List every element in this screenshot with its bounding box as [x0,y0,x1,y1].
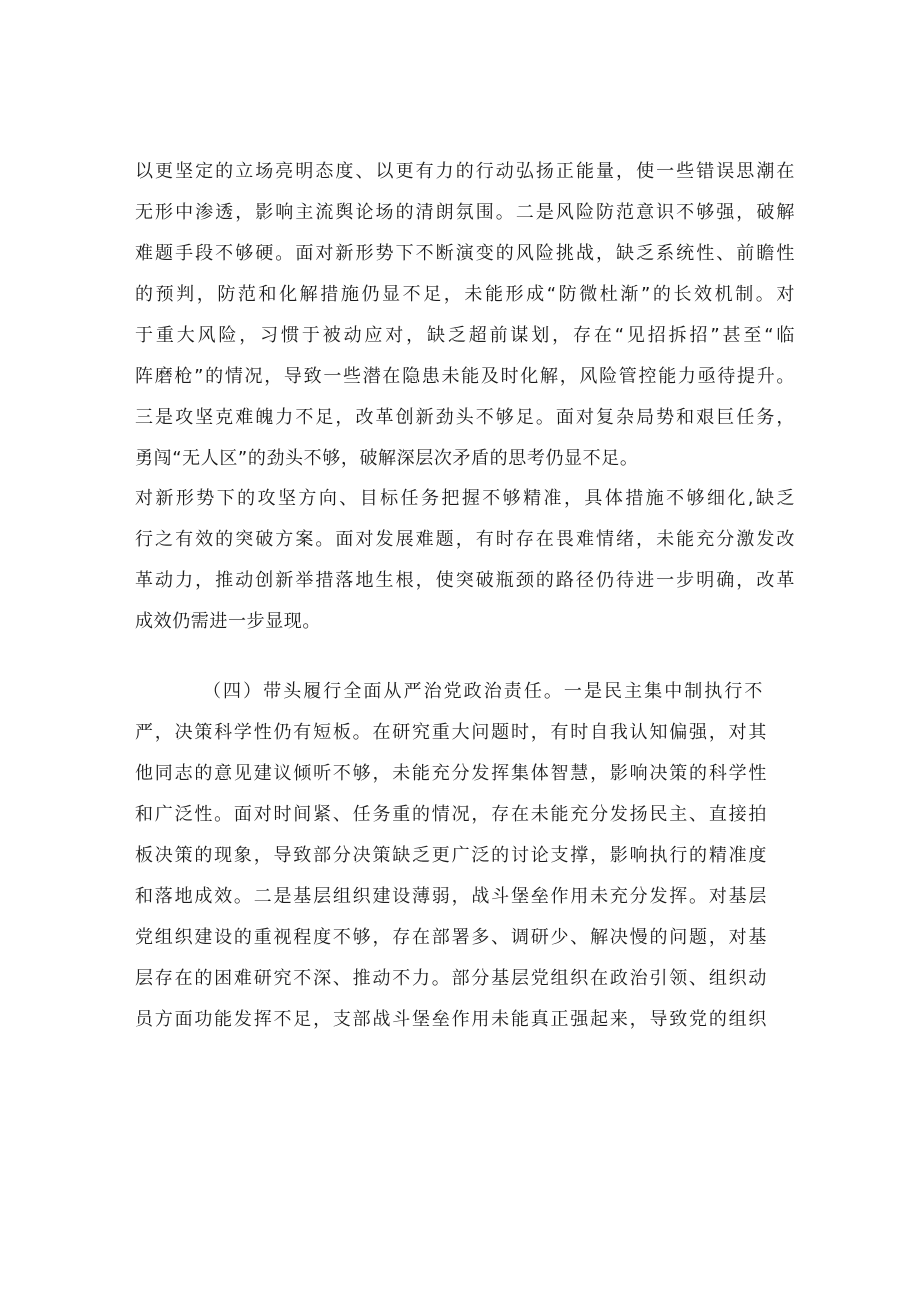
section-heading-line: （四）带头履行全面从严治党政治责任。一是民主集中制执行不 [203,681,763,702]
text-line: 严，决策科学性仍有短板。在研究重大问题时，有时自我认知偏强，对其 [135,722,767,743]
text-line: 三是攻坚克难魄力不足，改革创新劲头不够足。面对复杂局势和艰巨任务， [135,407,795,428]
text-line: 和落地成效。二是基层组织建设薄弱，战斗堡垒作用未充分发挥。对基层 [135,886,767,907]
text-line: 勇闯“无人区”的劲头不够，破解深层次矛盾的思考仍显不足。 [135,448,639,469]
text-line: 党组织建设的重视程度不够，存在部署多、调研少、解决慢的问题，对基 [135,927,767,948]
text-line: 以更坚定的立场亮明态度、以更有力的行动弘扬正能量，使一些错误思潮在 [135,161,795,182]
text-line: 阵磨枪”的情况，导致一些潜在隐患未能及时化解，风险管控能力亟待提升。 [135,366,795,387]
text-line: 的预判，防范和化解措施仍显不足，未能形成“防微杜渐”的长效机制。对 [135,284,795,305]
text-line: 他同志的意见建议倾听不够，未能充分发挥集体智慧，影响决策的科学性 [135,763,767,784]
text-line: 对新形势下的攻坚方向、目标任务把握不够精准，具体措施不够细化,缺乏 [135,488,795,509]
text-line: 板决策的现象，导致部分决策缺乏更广泛的讨论支撑，影响执行的精准度 [135,845,767,866]
text-line: 难题手段不够硬。面对新形势下不断演变的风险挑战，缺乏系统性、前瞻性 [135,243,795,264]
text-line: 员方面功能发挥不足，支部战斗堡垒作用未能真正强起来，导致党的组织 [135,1009,767,1030]
text-line: 革动力，推动创新举措落地生根，使突破瓶颈的路径仍待进一步明确，改革 [135,570,795,591]
text-line: 行之有效的突破方案。面对发展难题，有时存在畏难情绪，未能充分激发改 [135,529,795,550]
text-line: 成效仍需进一步显现。 [135,611,321,632]
text-line: 层存在的困难研究不深、推动不力。部分基层党组织在政治引领、组织动 [135,968,767,989]
text-line: 无形中渗透，影响主流舆论场的清朗氛围。二是风险防范意识不够强，破解 [135,202,795,223]
text-line: 于重大风险，习惯于被动应对，缺乏超前谋划，存在“见招拆招”甚至“临 [135,325,795,346]
text-line: 和广泛性。面对时间紧、任务重的情况，存在未能充分发扬民主、直接拍 [135,804,767,825]
